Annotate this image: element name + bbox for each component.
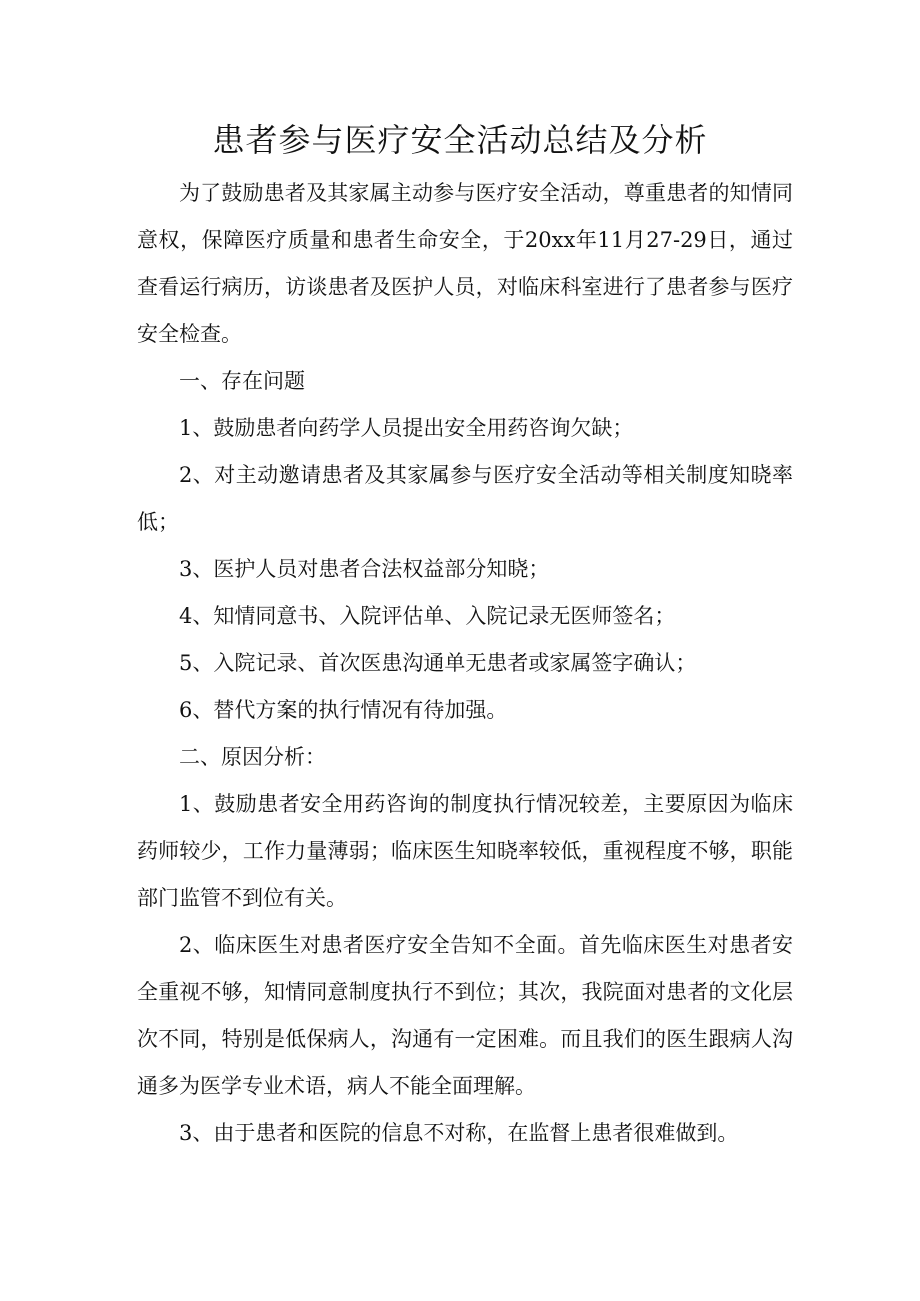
problem-item-2: 2、对主动邀请患者及其家属参与医疗安全活动等相关制度知晓率低； [137, 463, 793, 534]
problem-item-4: 4、知情同意书、入院评估单、入院记录无医师签名； [179, 604, 676, 628]
problem-item-6: 6、替代方案的执行情况有待加强。 [179, 698, 508, 722]
analysis-item-3: 3、由于患者和医院的信息不对称，在监督上患者很难做到。 [179, 1121, 739, 1145]
intro-paragraph: 为了鼓励患者及其家属主动参与医疗安全活动，尊重患者的知情同意权，保障医疗质量和患者生命安全，于20xx年11月27-29日，通过查看运行病历，访谈患者及医护人员，对临床科室进行了患者参与医疗安全检查。 [137, 181, 793, 346]
problem-item-5: 5、入院记录、首次医患沟通单无患者或家属签字确认； [179, 651, 697, 675]
document-title: 患者参与医疗安全活动总结及分析 [212, 121, 708, 159]
document-body [137, 170, 793, 1157]
section-heading-problems: 一、存在问题 [179, 369, 305, 393]
section-heading-analysis: 二、原因分析： [179, 745, 326, 769]
analysis-item-2: 2、临床医生对患者医疗安全告知不全面。首先临床医生对患者安全重视不够，知情同意制度执行不到位；其次，我院面对患者的文化层次不同，特别是低保病人，沟通有一定困难。而且我们的医生跟病人沟通多为医学专业术语，病人不能全面理解。 [137, 933, 793, 1098]
problem-item-3: 3、医护人员对患者合法权益部分知晓； [179, 557, 550, 581]
analysis-item-1: 1、鼓励患者安全用药咨询的制度执行情况较差，主要原因为临床药师较少，工作力量薄弱；临床医生知晓率较低，重视程度不够，职能部门监管不到位有关。 [137, 792, 793, 910]
problem-item-1: 1、鼓励患者向药学人员提出安全用药咨询欠缺； [179, 416, 634, 440]
